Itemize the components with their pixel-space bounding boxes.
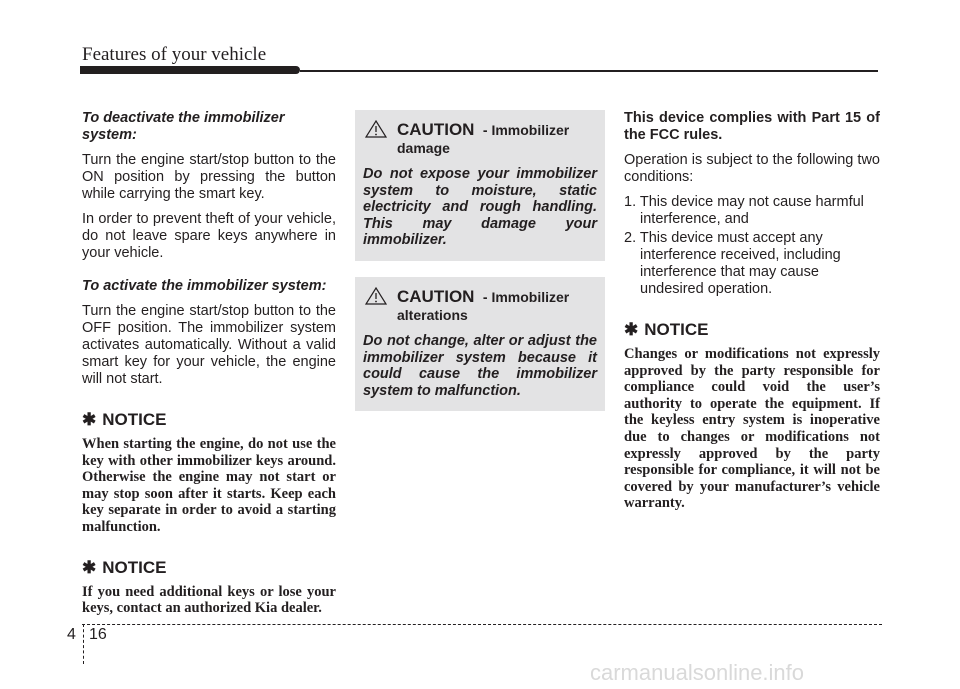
- header-rule-thick: [80, 66, 300, 74]
- caution-text: Do not change, alter or adjust the immobilizer system because it could cause the immobilizer system to malfunction.: [363, 332, 597, 399]
- caution-word: CAUTION: [397, 286, 475, 306]
- middle-column: [355, 110, 605, 427]
- footer-divider: [83, 624, 84, 664]
- section-title: Features of your vehicle: [82, 44, 267, 65]
- fcc-intro: Operation is subject to the following two conditions:: [624, 152, 880, 185]
- caution-subtitle: - Immobilizer alterations: [397, 288, 570, 323]
- footer-rule: [82, 624, 882, 625]
- chapter-number: 4: [67, 626, 76, 643]
- cross-star-icon: ✱: [624, 320, 639, 339]
- watermark: carmanualsonline.info: [590, 660, 805, 685]
- notice-text: When starting the engine, do not use the key with other immobilizer keys around. Otherwise the engine may not start or may stop soon after it starts. Keep each key separate in order to avoid a starting malfunction.: [82, 436, 336, 535]
- notice-text: Changes or modifications not expressly approved by the party responsible for compliance could void the user’s authority to operate the equipment. If the keyless entry system is inoperative due to changes or modifications not expressly approved by the party responsible for compliance, it will not be covered by your manufacturer’s vehicle warranty.: [624, 346, 880, 512]
- caution-subtitle: - Immobilizer damage: [397, 122, 570, 156]
- right-column: [624, 110, 880, 512]
- list-item: 2. This device must accept any interference received, including interference that may cause undesired operation.: [624, 230, 841, 297]
- list-item: 1. This device may not cause harmful interference, and: [624, 194, 864, 227]
- notice-heading: [624, 320, 880, 340]
- notice-label: NOTICE: [102, 410, 167, 429]
- activate-paragraph: Turn the engine start/stop button to the OFF position. The immobilizer system activates automatically. Without a valid smart key for your vehicle, the engine will not start.: [82, 303, 336, 387]
- caution-title: [363, 287, 597, 325]
- condition-list: [624, 194, 880, 298]
- warning-triangle-icon: [365, 287, 387, 305]
- deactivate-heading: To deactivate the immobilizer system:: [82, 110, 285, 143]
- caution-text: Do not expose your immobilizer system to moisture, static electricity and rough handling. This may damage your immobilizer.: [363, 166, 597, 249]
- cross-star-icon: ✱: [82, 410, 97, 429]
- caution-box-damage: [355, 110, 605, 261]
- caution-title: [363, 120, 597, 158]
- notice-heading: [82, 410, 336, 430]
- notice-label: NOTICE: [644, 320, 709, 339]
- notice-text: If you need additional keys or lose your keys, contact an authorized Kia dealer.: [82, 583, 336, 617]
- activate-heading: To activate the immobilizer system:: [82, 278, 327, 294]
- notice-heading: [82, 558, 336, 578]
- deactivate-paragraph-1: Turn the engine start/stop button to the ON position by pressing the button while carrying the smart key.: [82, 152, 336, 202]
- cross-star-icon: ✱: [82, 557, 97, 577]
- page-number: 16: [89, 626, 107, 643]
- header-rule-thin: [300, 70, 878, 72]
- caution-word: CAUTION: [397, 120, 475, 139]
- warning-triangle-icon: [365, 120, 387, 138]
- left-column: [82, 110, 336, 617]
- fcc-heading: This device complies with Part 15 of the FCC rules.: [624, 110, 880, 143]
- caution-box-alterations: [355, 277, 605, 411]
- deactivate-paragraph-2: In order to prevent theft of your vehicle, do not leave spare keys anywhere in your vehicle.: [82, 211, 336, 261]
- notice-label: NOTICE: [102, 557, 167, 577]
